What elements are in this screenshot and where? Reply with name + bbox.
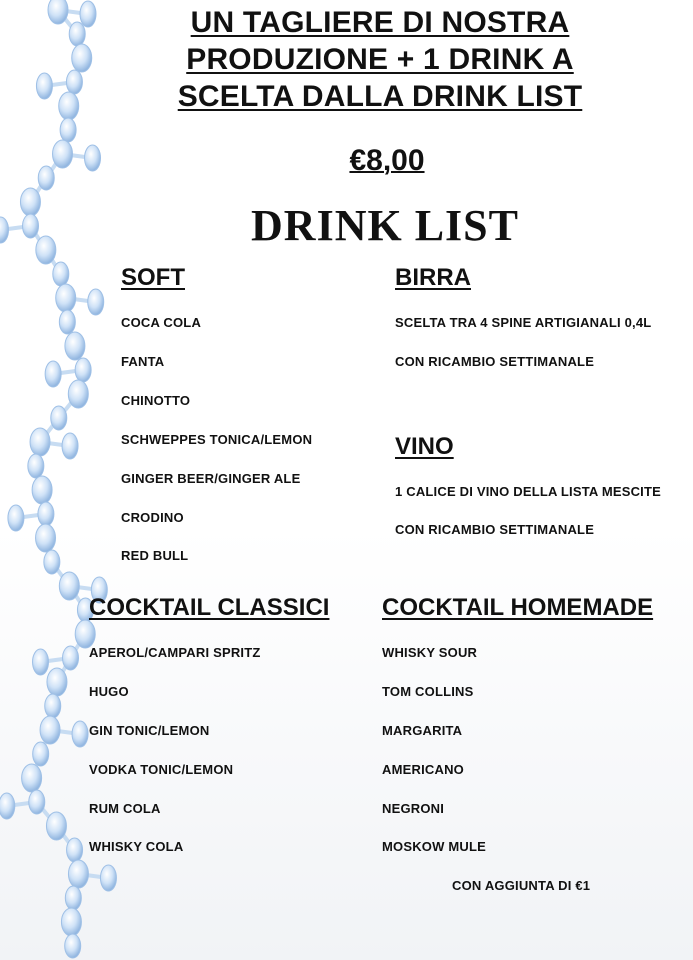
cocktail-homemade-note: CON AGGIUNTA DI €1 [452, 878, 591, 893]
chain-bead [22, 764, 42, 792]
vino-item: CON RICAMBIO SETTIMANALE [395, 522, 595, 537]
chain-bead [30, 428, 50, 456]
cocktail-homemade-item: MOSKOW MULE [382, 839, 487, 854]
chain-bead [60, 118, 76, 142]
chain-bead [75, 620, 95, 648]
chain-bead [44, 550, 60, 574]
drink-list-title: DRINK LIST [251, 201, 519, 250]
chain-bead [61, 908, 81, 936]
chain-bead [66, 70, 82, 94]
chain-bead [20, 188, 40, 216]
soft-title: SOFT [121, 264, 185, 291]
chain-bead [88, 289, 104, 315]
chain-bead [0, 217, 9, 243]
chain-bead [46, 812, 66, 840]
chain-bead [65, 886, 81, 910]
birra-item: CON RICAMBIO SETTIMANALE [395, 354, 595, 369]
chain-bead [0, 793, 15, 819]
chain-bead [48, 0, 68, 24]
chain-bead [8, 505, 24, 531]
chain-bead [51, 406, 67, 430]
chain-bead [68, 380, 88, 408]
soft-item: COCA COLA [121, 315, 202, 330]
chain-bead [33, 649, 49, 675]
chain-bead [62, 433, 78, 459]
chain-bead [63, 646, 79, 670]
chain-bead [36, 524, 56, 552]
vino-item: 1 CALICE DI VINO DELLA LISTA MESCITE [395, 484, 662, 499]
price: €8,00 [349, 144, 425, 177]
chain-bead [59, 310, 75, 334]
cocktail-homemade-item: WHISKY SOUR [382, 645, 478, 660]
soft-item: CHINOTTO [121, 393, 191, 408]
vino-title: VINO [395, 433, 454, 460]
chain-bead [53, 262, 69, 286]
soft-item: FANTA [121, 354, 165, 369]
chain-bead [67, 838, 83, 862]
chain-bead [68, 860, 88, 888]
chain-bead [85, 145, 101, 171]
cocktail-classici-item: GIN TONIC/LEMON [89, 723, 210, 738]
molecule-chain-icon [0, 0, 120, 960]
cocktail-classici-item: WHISKY COLA [89, 839, 184, 854]
cocktail-classici-item: RUM COLA [89, 801, 161, 816]
cocktail-classici-item: HUGO [89, 684, 129, 699]
chain-bead [72, 721, 88, 747]
chain-bead [59, 92, 79, 120]
chain-bead [72, 44, 92, 72]
chain-bead [36, 73, 52, 99]
soft-item: GINGER BEER/GINGER ALE [121, 471, 301, 486]
headline-line-2: PRODUZIONE + 1 DRINK A [186, 43, 574, 76]
chain-bead [80, 1, 96, 27]
cocktail-homemade-title: COCKTAIL HOMEMADE [382, 594, 654, 621]
cocktail-homemade-item: MARGARITA [382, 723, 463, 738]
chain-bead [100, 865, 116, 891]
chain-bead [59, 572, 79, 600]
cocktail-homemade-item: NEGRONI [382, 801, 445, 816]
chain-bead [47, 668, 67, 696]
chain-bead [75, 358, 91, 382]
chain-bead [32, 476, 52, 504]
chain-bead [53, 140, 73, 168]
chain-bead [38, 166, 54, 190]
chain-bead [69, 22, 85, 46]
chain-bead [23, 214, 39, 238]
chain-bead [56, 284, 76, 312]
cocktail-classici-item: APEROL/CAMPARI SPRITZ [89, 645, 261, 660]
birra-item: SCELTA TRA 4 SPINE ARTIGIANALI 0,4L [395, 315, 652, 330]
cocktail-homemade-item: TOM COLLINS [382, 684, 474, 699]
soft-item: CRODINO [121, 510, 184, 525]
soft-item: SCHWEPPES TONICA/LEMON [121, 432, 313, 447]
headline-line-1: UN TAGLIERE DI NOSTRA [190, 6, 570, 39]
chain-bead [65, 934, 81, 958]
birra-title: BIRRA [395, 264, 471, 291]
chain-bead [45, 694, 61, 718]
cocktail-classici-item: VODKA TONIC/LEMON [89, 762, 234, 777]
chain-bead [40, 716, 60, 744]
chain-bead [33, 742, 49, 766]
chain-bead [38, 502, 54, 526]
cocktail-classici-title: COCKTAIL CLASSICI [89, 594, 330, 621]
chain-bead [36, 236, 56, 264]
chain-bead [65, 332, 85, 360]
headline [120, 4, 640, 115]
chain-bead [28, 454, 44, 478]
soft-item: RED BULL [121, 548, 189, 563]
headline-line-3: SCELTA DALLA DRINK LIST [177, 80, 583, 113]
chain-bead [45, 361, 61, 387]
chain-bead [29, 790, 45, 814]
cocktail-homemade-item: AMERICANO [382, 762, 464, 777]
